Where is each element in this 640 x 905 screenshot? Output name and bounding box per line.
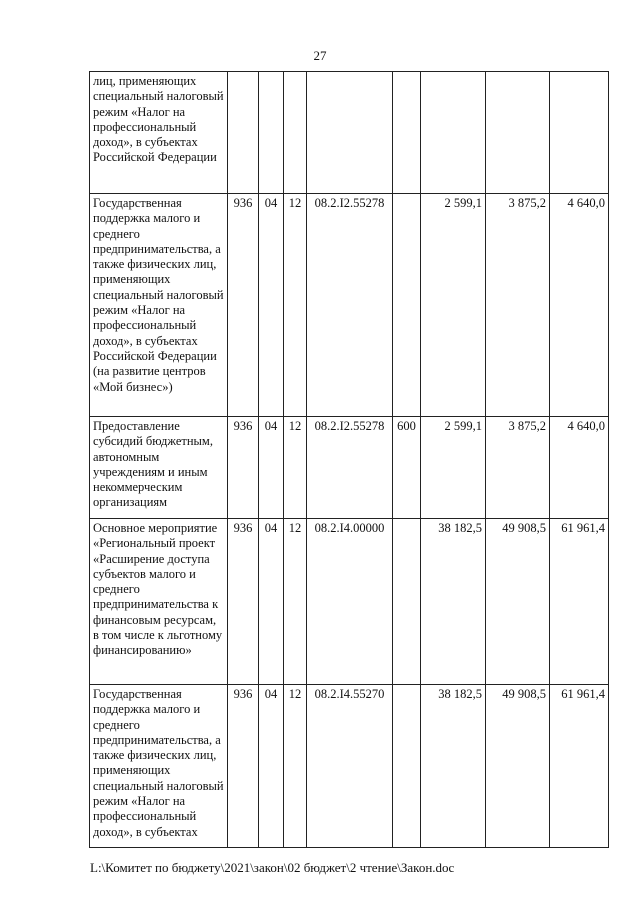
amount-2021: 38 182,5 (421, 519, 486, 685)
section-code: 04 (259, 417, 284, 519)
expense-type-code (393, 194, 421, 417)
ved-code: 936 (228, 417, 259, 519)
amount-2021 (421, 72, 486, 194)
row-name: Предоставление субсидий бюджетным, автономным учреждениям и иным некоммерческим организациям (90, 417, 228, 519)
ved-code: 936 (228, 685, 259, 848)
table-row (90, 194, 609, 417)
amount-2022 (486, 72, 550, 194)
section-code: 04 (259, 194, 284, 417)
section-code (259, 72, 284, 194)
target-article-code: 08.2.I4.00000 (307, 519, 393, 685)
amount-2023: 61 961,4 (550, 685, 609, 848)
target-article-code: 08.2.I2.55278 (307, 417, 393, 519)
page-number: 27 (313, 48, 327, 63)
expense-type-code: 600 (393, 417, 421, 519)
table-row (90, 519, 609, 685)
ved-code (228, 72, 259, 194)
file-path-footer: L:\Комитет по бюджету\2021\закон\02 бюджет\2 чтение\Закон.doc (90, 860, 455, 875)
table-row (90, 72, 609, 194)
subsection-code: 12 (284, 519, 307, 685)
subsection-code: 12 (284, 194, 307, 417)
ved-code: 936 (228, 194, 259, 417)
subsection-code: 12 (284, 685, 307, 848)
ved-code: 936 (228, 519, 259, 685)
expense-type-code (393, 72, 421, 194)
row-name: Основное мероприятие «Региональный проект «Расширение доступа субъектов малого и среднего предпринимательства к финансовым ресурсам, в том числе к льготному финансированию» (90, 519, 228, 685)
amount-2023: 4 640,0 (550, 194, 609, 417)
table-row (90, 685, 609, 848)
row-name: лиц, применяющих специальный налоговый режим «Налог на профессиональный доход», в субъектах Российской Федерации (90, 72, 228, 194)
amount-2021: 38 182,5 (421, 685, 486, 848)
amount-2021: 2 599,1 (421, 194, 486, 417)
amount-2022: 3 875,2 (486, 194, 550, 417)
table-row (90, 417, 609, 519)
amount-2022: 49 908,5 (486, 519, 550, 685)
target-article-code: 08.2.I2.55278 (307, 194, 393, 417)
section-code: 04 (259, 685, 284, 848)
budget-table (89, 71, 609, 848)
target-article-code (307, 72, 393, 194)
expense-type-code (393, 685, 421, 848)
subsection-code (284, 72, 307, 194)
row-name: Государственная поддержка малого и среднего предпринимательства, а также физических лиц, применяющих специальный налоговый режим «Налог на профессиональный доход», в субъектах Российской Федерации (на развитие центров «Мой бизнес») (90, 194, 228, 417)
amount-2023: 61 961,4 (550, 519, 609, 685)
row-name: Государственная поддержка малого и среднего предпринимательства, а также физических лиц, применяющих специальный налоговый режим «Налог на профессиональный доход», в субъектах (90, 685, 228, 848)
section-code: 04 (259, 519, 284, 685)
target-article-code: 08.2.I4.55270 (307, 685, 393, 848)
expense-type-code (393, 519, 421, 685)
amount-2021: 2 599,1 (421, 417, 486, 519)
amount-2022: 3 875,2 (486, 417, 550, 519)
amount-2023 (550, 72, 609, 194)
subsection-code: 12 (284, 417, 307, 519)
amount-2022: 49 908,5 (486, 685, 550, 848)
amount-2023: 4 640,0 (550, 417, 609, 519)
